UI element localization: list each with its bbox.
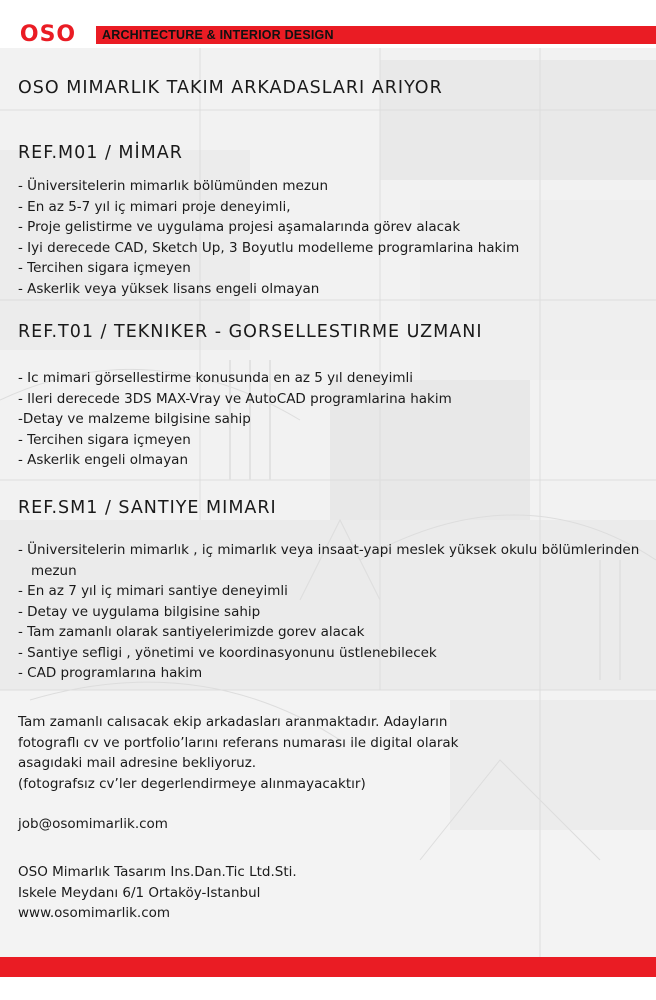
section-title-ref-m01: REF.M01 / MİMAR xyxy=(18,143,183,163)
closing-paragraph xyxy=(18,712,458,794)
list-item: - Ileri derecede 3DS MAX-Vray ve AutoCAD programlarina hakim xyxy=(18,390,452,407)
list-item: - Askerlik veya yüksek lisans engeli olmayan xyxy=(18,280,320,297)
list-item: - Proje gelistirme ve uygulama projesi aşamalarında görev alacak xyxy=(18,219,461,235)
closing-line: asagıdaki mail adresine bekliyoruz. xyxy=(18,755,257,771)
company-address: Iskele Meydanı 6/1 Ortaköy-Istanbul xyxy=(18,884,261,901)
list-item: - En az 5-7 yıl iç mimari proje deneyimli, xyxy=(18,198,291,215)
list-item: - CAD programlarına hakim xyxy=(18,665,203,681)
logo xyxy=(0,24,96,46)
footer-red-bar xyxy=(0,957,656,977)
list-item: - Askerlik engeli olmayan xyxy=(18,452,189,468)
list-item: - Üniversitelerin mimarlık , iç mimarlık veya insaat-yapi meslek yüksek okulu bölümlerinden mezun xyxy=(18,542,640,579)
page-title: OSO MIMARLIK TAKIM ARKADASLARI ARIYOR xyxy=(18,78,443,98)
requirements-list-ref-t01 xyxy=(18,368,452,471)
list-item: - Tam zamanlı olarak santiyelerimizde gorev alacak xyxy=(18,624,365,640)
list-item: - Ic mimari görsellestirme konusunda en az 5 yıl deneyimli xyxy=(18,370,414,386)
list-item: - Santiye sefligi , yönetimi ve koordinasyonunu üstlenebilecek xyxy=(18,644,437,661)
section-title-ref-t01: REF.T01 / TEKNIKER - GORSELLESTIRME UZMANI xyxy=(18,322,483,342)
list-item: - En az 7 yıl iç mimari santiye deneyimli xyxy=(18,583,288,599)
company-info xyxy=(18,862,297,924)
list-item: - Detay ve uygulama bilgisine sahip xyxy=(18,603,261,620)
list-item: - Iyi derecede CAD, Sketch Up, 3 Boyutlu modelleme programlarina hakim xyxy=(18,239,520,256)
logo-text: OSO xyxy=(19,22,77,47)
list-item: -Detay ve malzeme bilgisine sahip xyxy=(18,411,251,427)
list-item: - Tercihen sigara içmeyen xyxy=(18,431,191,448)
list-item: - Tercihen sigara içmeyen xyxy=(18,260,191,276)
closing-line: (fotografsız cv’ler degerlendirmeye alınmayacaktır) xyxy=(18,775,366,792)
requirements-list-ref-sm1 xyxy=(18,540,656,684)
closing-line: fotograflı cv ve portfolio’larını referans numarası ile digital olarak xyxy=(18,734,459,751)
requirements-list-ref-m01 xyxy=(18,176,519,299)
section-title-ref-sm1: REF.SM1 / SANTIYE MIMARI xyxy=(18,498,277,518)
contact-email[interactable]: job@osomimarlik.com xyxy=(18,816,168,832)
company-name: OSO Mimarlık Tasarım Ins.Dan.Tic Ltd.Sti. xyxy=(18,864,297,880)
closing-line: Tam zamanlı calısacak ekip arkadasları aranmaktadır. Adayların xyxy=(18,714,448,730)
company-website[interactable]: www.osomimarlik.com xyxy=(18,905,171,921)
list-item: - Üniversitelerin mimarlık bölümünden mezun xyxy=(18,178,329,194)
header-tagline: ARCHITECTURE & INTERIOR DESIGN xyxy=(102,28,334,42)
